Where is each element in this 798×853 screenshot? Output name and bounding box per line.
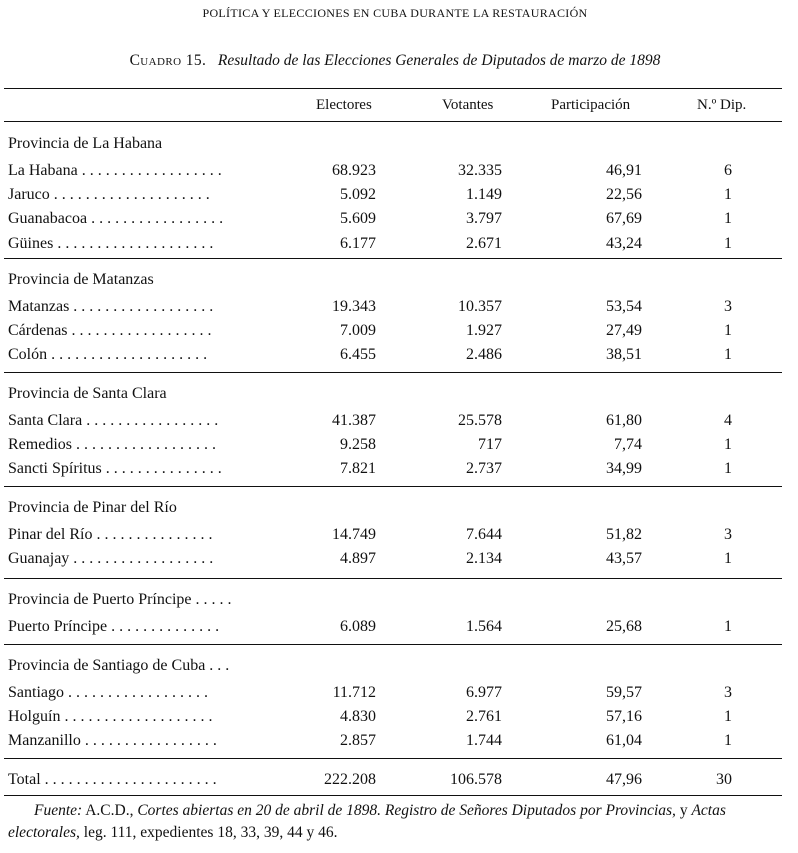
- district-name: La Habana . . . . . . . . . . . . . . . . . .: [8, 162, 222, 179]
- votantes-cell: 6.977: [466, 684, 502, 701]
- votantes-cell: 10.357: [458, 298, 502, 315]
- electores-cell: 4.830: [340, 708, 376, 726]
- electores-cell: 6.455: [340, 346, 376, 364]
- diputados-cell: 1: [724, 210, 732, 228]
- diputados-cell: 1: [724, 436, 732, 454]
- district-name: Remedios . . . . . . . . . . . . . . . . . .: [8, 436, 216, 454]
- participacion-cell: 57,16: [606, 708, 642, 726]
- electores-cell: 41.387: [332, 412, 376, 429]
- table-row: [0, 343, 790, 367]
- total-electores: 222.208: [324, 771, 376, 788]
- electores-cell: 7.821: [340, 460, 376, 478]
- district-name: Pinar del Río . . . . . . . . . . . . . . .: [8, 526, 213, 543]
- district-name: Holguín . . . . . . . . . . . . . . . . . . .: [8, 708, 213, 726]
- participacion-cell: 59,57: [606, 684, 642, 701]
- participacion-cell: 38,51: [606, 346, 642, 364]
- participacion-cell: 67,69: [606, 210, 642, 228]
- participacion-cell: 22,56: [606, 186, 642, 204]
- top-rule: [4, 88, 782, 89]
- district-name: Jaruco . . . . . . . . . . . . . . . . . . . .: [8, 186, 210, 204]
- source-note: [8, 800, 784, 844]
- votantes-cell: 2.761: [466, 708, 502, 726]
- column-header-electores: Electores: [316, 97, 372, 113]
- diputados-cell: 1: [724, 460, 732, 478]
- diputados-cell: 1: [724, 234, 732, 252]
- votantes-cell: 1.927: [466, 322, 502, 340]
- votantes-cell: 25.578: [458, 412, 502, 429]
- group-separator: [4, 486, 782, 487]
- votantes-cell: 1.744: [466, 732, 502, 750]
- table-row: [0, 183, 790, 207]
- electores-cell: 6.089: [340, 618, 376, 635]
- diputados-cell: 4: [724, 412, 732, 429]
- table-row: [0, 433, 790, 457]
- participacion-cell: 61,80: [606, 412, 642, 429]
- district-name: Colón . . . . . . . . . . . . . . . . . . . .: [8, 346, 208, 364]
- participacion-cell: 51,82: [606, 526, 642, 543]
- province-heading: Provincia de Santiago de Cuba . . .: [8, 657, 230, 674]
- group-separator: [4, 258, 782, 259]
- diputados-cell: 1: [724, 708, 732, 726]
- district-name: Matanzas . . . . . . . . . . . . . . . . . .: [8, 298, 214, 315]
- source-reference: leg. 111, expedientes 18, 33, 39, 44 y 46.: [83, 824, 338, 841]
- total-participacion: 47,96: [606, 771, 642, 788]
- table-row: [0, 159, 790, 183]
- table-row: [0, 457, 790, 481]
- electores-cell: 5.092: [340, 186, 376, 204]
- column-header-participacion: Participación: [551, 97, 631, 113]
- column-header-diputados: N.º Dip.: [697, 97, 747, 113]
- diputados-cell: 1: [724, 618, 732, 635]
- participacion-cell: 43,24: [606, 234, 642, 252]
- diputados-cell: 3: [724, 684, 732, 701]
- table-row: [0, 729, 790, 753]
- table-row: [0, 547, 790, 571]
- caption-title: Resultado de las Elecciones Generales de Diputados de marzo de 1898: [217, 52, 661, 69]
- diputados-cell: 6: [724, 162, 732, 179]
- table-row: [0, 523, 790, 547]
- participacion-cell: 34,99: [606, 460, 642, 478]
- table-row: [0, 705, 790, 729]
- total-label: Total . . . . . . . . . . . . . . . . . . . . . .: [8, 771, 217, 788]
- source-title: Cortes abiertas en 20 de abril de 1898. Registro de Señores Diputados por Provincias,: [137, 802, 676, 819]
- district-name: Guanabacoa . . . . . . . . . . . . . . . . .: [8, 210, 224, 228]
- diputados-cell: 1: [724, 732, 732, 750]
- votantes-cell: 2.737: [466, 460, 502, 478]
- votantes-cell: 2.486: [466, 346, 502, 364]
- diputados-cell: 3: [724, 298, 732, 315]
- running-header: POLÍTICA Y ELECCIONES EN CUBA DURANTE LA RESTAURACIÓN: [202, 6, 588, 20]
- participacion-cell: 27,49: [606, 322, 642, 340]
- district-name: Guanajay . . . . . . . . . . . . . . . . . .: [8, 550, 214, 568]
- group-separator: [4, 644, 782, 645]
- participacion-cell: 53,54: [606, 298, 642, 315]
- electores-cell: 11.712: [332, 684, 376, 701]
- table-row: [0, 409, 790, 433]
- province-heading: Provincia de La Habana: [8, 135, 163, 152]
- header-rule: [4, 121, 782, 122]
- district-name: Güines . . . . . . . . . . . . . . . . . . . .: [8, 234, 214, 252]
- votantes-cell: 2.671: [466, 234, 502, 252]
- source-actas: Actas electorales,: [8, 802, 726, 841]
- caption-label: Cuadro 15.: [129, 52, 207, 69]
- table-row: [0, 681, 790, 705]
- province-heading: Provincia de Santa Clara: [8, 385, 167, 402]
- province-heading: Provincia de Puerto Príncipe . . . . .: [8, 591, 232, 608]
- participacion-cell: 61,04: [606, 732, 642, 750]
- votantes-cell: 2.134: [466, 550, 502, 568]
- electores-cell: 2.857: [340, 732, 376, 750]
- district-name: Manzanillo . . . . . . . . . . . . . . . . .: [8, 732, 217, 750]
- table-row: [0, 207, 790, 231]
- total-diputados: 30: [716, 771, 732, 788]
- source-archive: A.C.D.,: [85, 802, 134, 819]
- province-heading: Provincia de Matanzas: [8, 271, 154, 288]
- votantes-cell: 32.335: [458, 162, 502, 179]
- district-name: Santa Clara . . . . . . . . . . . . . . . . .: [8, 412, 219, 429]
- electores-cell: 4.897: [340, 550, 376, 568]
- diputados-cell: 1: [724, 550, 732, 568]
- votantes-cell: 717: [478, 436, 502, 454]
- electores-cell: 6.177: [340, 234, 376, 252]
- table-caption: [0, 52, 790, 70]
- votantes-cell: 3.797: [466, 210, 502, 228]
- votantes-cell: 7.644: [466, 526, 502, 543]
- diputados-cell: 1: [724, 346, 732, 364]
- electores-cell: 14.749: [332, 526, 376, 543]
- table-row: [0, 232, 790, 256]
- participacion-cell: 46,91: [606, 162, 642, 179]
- electores-cell: 7.009: [340, 322, 376, 340]
- total-row: [0, 768, 790, 792]
- participacion-cell: 7,74: [614, 436, 642, 454]
- participacion-cell: 25,68: [606, 618, 642, 635]
- column-header-votantes: Votantes: [442, 97, 494, 113]
- diputados-cell: 3: [724, 526, 732, 543]
- district-name: Puerto Príncipe . . . . . . . . . . . . . .: [8, 618, 220, 635]
- bottom-rule: [4, 795, 782, 796]
- diputados-cell: 1: [724, 322, 732, 340]
- group-separator: [4, 578, 782, 579]
- votantes-cell: 1.564: [466, 618, 502, 635]
- table-row: [0, 295, 790, 319]
- electores-cell: 9.258: [340, 436, 376, 454]
- province-heading: Provincia de Pinar del Río: [8, 499, 177, 516]
- source-conjunction: y: [679, 802, 688, 819]
- diputados-cell: 1: [724, 186, 732, 204]
- table-row: [0, 615, 790, 639]
- total-votantes: 106.578: [450, 771, 502, 788]
- source-label: Fuente:: [34, 802, 83, 819]
- district-name: Cárdenas . . . . . . . . . . . . . . . . . .: [8, 322, 212, 340]
- votantes-cell: 1.149: [466, 186, 502, 204]
- table-row: [0, 319, 790, 343]
- electores-cell: 5.609: [340, 210, 376, 228]
- participacion-cell: 43,57: [606, 550, 642, 568]
- group-separator: [4, 372, 782, 373]
- district-name: Santiago . . . . . . . . . . . . . . . . . .: [8, 684, 208, 701]
- electores-cell: 19.343: [332, 298, 376, 315]
- group-separator: [4, 758, 782, 759]
- electores-cell: 68.923: [332, 162, 376, 179]
- district-name: Sancti Spíritus . . . . . . . . . . . . . . .: [8, 460, 222, 478]
